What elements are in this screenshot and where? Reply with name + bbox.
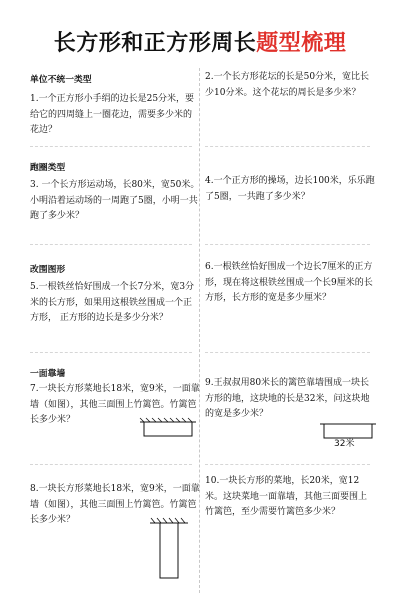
- q8-wall-figure: [148, 518, 192, 582]
- question-4: 4.一个正方形的操场，边长100米，乐乐跑了5圈，一共跑了多少米？: [205, 176, 375, 202]
- separator: [205, 244, 370, 245]
- section-heading-reshape: 改围图形: [30, 265, 66, 275]
- section-heading-laps: 跑圈类型: [30, 163, 66, 173]
- question-2: 2.一个长方形花坛的长是50分米，宽比长少10分米。这个花坛的周长是多少米？: [205, 72, 370, 98]
- question-9: 9.王叔叔用80米长的篱笆靠墙围成一块长方形的地，这块地的长是32米，问这块地的宽是多少米？: [205, 378, 370, 419]
- section-heading-unit: 单位不统一类型: [30, 75, 92, 85]
- title-highlight: 题型梳理: [256, 31, 347, 56]
- question-1: 1.一个正方形小手绢的边长是25分米，要给它的四周缝上一圈花边，需要多少米的花边？: [30, 94, 195, 135]
- separator: [30, 352, 192, 353]
- question-6: 6.一根铁丝恰好围成一个边长7厘米的正方形，现在将这根铁丝围成一个长9厘米的长方形，长方形的宽是多少厘米？: [205, 262, 373, 303]
- separator: [205, 464, 370, 465]
- title-main: 长方形和正方形周长: [53, 31, 257, 56]
- question-8: 8.一块长方形菜地长18米，宽9米，一面靠墙（如图），其他三面围上竹篱笆。竹篱笆长多少米？: [30, 484, 200, 525]
- separator: [30, 244, 192, 245]
- q9-length-label: 32米: [334, 439, 355, 449]
- separator: [205, 352, 370, 353]
- separator: [30, 464, 192, 465]
- separator: [30, 146, 192, 147]
- question-5: 5.一根铁丝恰好围成一个长7分米，宽3分米的长方形，如果用这根铁丝围成一个正方形， 正方形的边长是多少分米？: [30, 282, 195, 323]
- question-7: 7.一块长方形菜地长18米，宽9米，一面靠墙（如图），其他三面围上竹篱笆。竹篱笆长多少米？: [30, 384, 200, 425]
- separator: [205, 146, 370, 147]
- question-3: 3. 一个长方形运动场，长80米，宽50米。小明沿着运动场的一周跑了5圈，小明一共跑了多少米？: [30, 180, 200, 221]
- question-10: 10.一块长方形的菜地，长20米，宽12米。这块菜地一面靠墙，其他三面要围上竹篱笆，至少需要竹篱笆多少米？: [205, 476, 368, 517]
- page-title: [0, 26, 400, 57]
- section-heading-wall: 一面靠墙: [30, 369, 66, 379]
- q7-wall-figure: [138, 418, 200, 440]
